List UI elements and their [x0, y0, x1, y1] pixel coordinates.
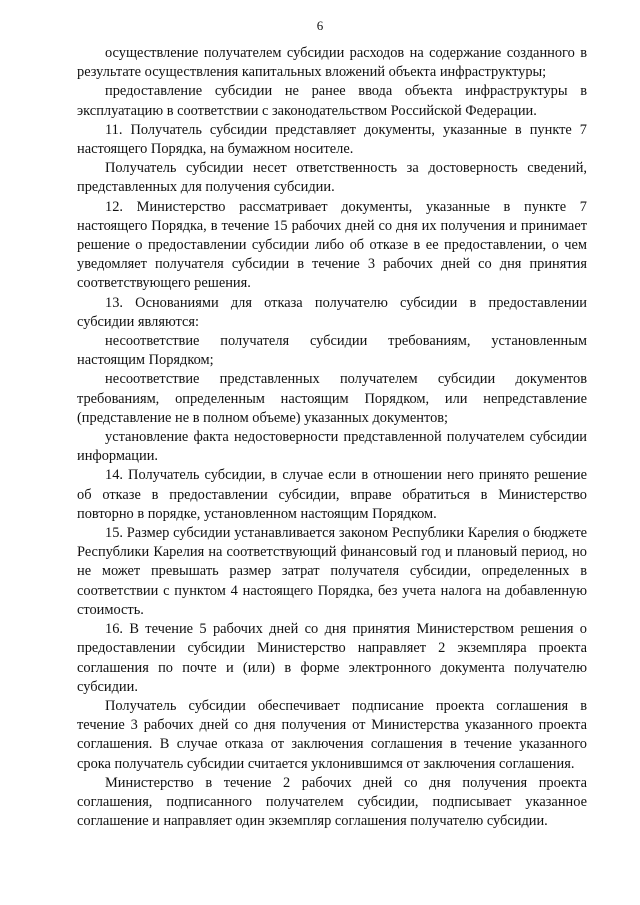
paragraph: осуществление получателем субсидии расходов на содержание созданного в результате осуществления капитальных вложений объекта инфраструктуры;	[77, 45, 587, 81]
paragraph: 11. Получатель субсидии представляет документы, указанные в пункте 7 настоящего Порядка, на бумажном носителе.	[77, 121, 587, 158]
paragraph: 16. В течение 5 рабочих дней со дня принятия Министерством решения о предоставлении субсидии Министерство направляет 2 экземпляра проекта соглашения по почте и (или) в форме электронного документа получателю субсидии.	[77, 621, 587, 695]
paragraph: 12. Министерство рассматривает документы, указанные в пункте 7 настоящего Порядка, в течение 15 рабочих дней со дня их получения и принимает решение о предоставлении субсидии либо об отказе в ее предоставлении, о чем уведомляет получателя субсидии в течение 3 рабочих дней со дня принятия соответствующего решения.	[77, 198, 587, 292]
paragraph: Получатель субсидии обеспечивает подписание проекта соглашения в течение 3 рабочих дней со дня получения от Министерства указанного проекта соглашения. В случае отказа от заключения соглашения в течение указанного срока получатель субсидии считается уклонившимся от заключения соглашения.	[77, 697, 587, 772]
paragraph: 14. Получатель субсидии, в случае если в отношении него принято решение об отказе в предоставлении субсидии, вправе обратиться в Министерство повторно в порядке, установленном настоящим Порядком.	[77, 467, 587, 522]
page-number: 6	[316, 18, 324, 33]
paragraph: Министерство в течение 2 рабочих дней со дня получения проекта соглашения, подписанного получателем субсидии, подписывает указанное соглашение и направляет один экземпляр соглашения получателю субсидии.	[77, 774, 587, 830]
paragraph: 15. Размер субсидии устанавливается законом Республики Карелия о бюджете Республики Карелия на соответствующий финансовый год и плановый период, но не может превышать размер затрат получателя субсидии, определенных в соответствии с пунктом 4 настоящего Порядка, без учета налога на добавленную стоимость.	[77, 525, 587, 618]
paragraph: 13. Основаниями для отказа получателю субсидии в предоставлении субсидии являются:	[77, 294, 587, 330]
paragraph: несоответствие получателя субсидии требованиям, установленным настоящим Порядком;	[77, 333, 587, 369]
paragraph: установление факта недостоверности представленной получателем субсидии информации.	[77, 429, 587, 465]
paragraph: несоответствие представленных получателем субсидии документов требованиям, определенным настоящим Порядком, или непредставление (представление не в полном объеме) указанных документов;	[77, 371, 587, 426]
paragraph: Получатель субсидии несет ответственность за достоверность сведений, представленных для получения субсидии.	[77, 160, 587, 196]
paragraph: предоставление субсидии не ранее ввода объекта инфраструктуры в эксплуатацию в соответствии с законодательством Российской Федерации.	[77, 83, 587, 119]
document-body	[77, 44, 587, 831]
